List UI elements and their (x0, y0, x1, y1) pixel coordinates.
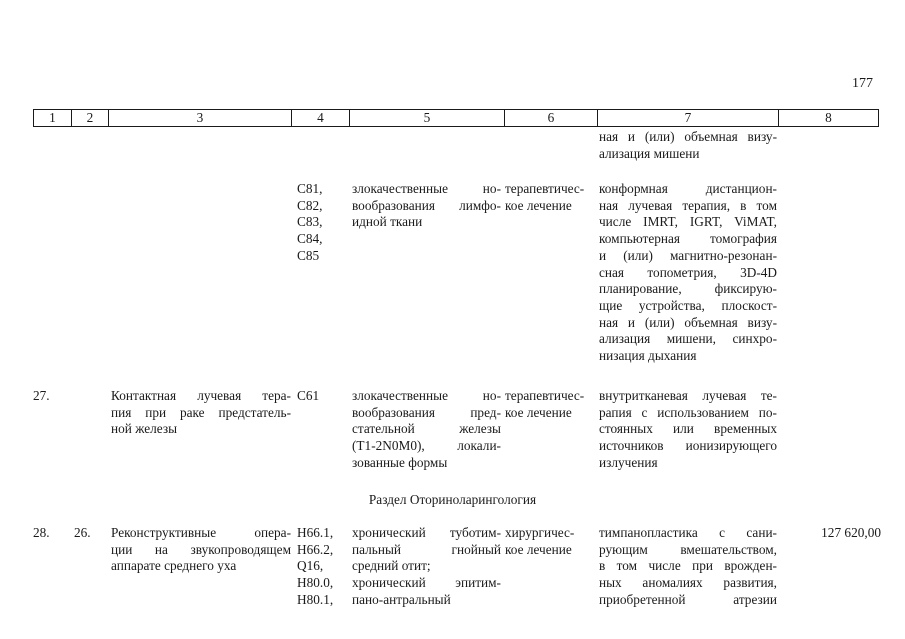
row-28-diagnosis (352, 525, 501, 609)
text-line: стоянных или временных (599, 421, 777, 437)
row-27-treatment-type (505, 388, 597, 421)
text-line: ная и (или) объемная визу- (599, 129, 777, 144)
text-line: тимпанопластика с сани- (599, 525, 777, 540)
text-line: ных аномалиях развития, (599, 575, 777, 591)
text-line: компьютерная томография (599, 231, 777, 247)
header-cell-3: 3 (109, 110, 292, 126)
text-line: стательной железы (352, 421, 501, 437)
icd-code: H66.1, (297, 525, 334, 540)
text-line: ная и (или) объемная визу- (599, 314, 777, 330)
text-line: кое лечение (505, 404, 572, 420)
text-line: вообразования пред- (352, 404, 501, 420)
row-28-procedure (111, 525, 291, 575)
header-cell-4: 4 (292, 110, 350, 126)
text-line: в том числе при врожден- (599, 558, 777, 574)
text-line: аппарате среднего уха (111, 558, 237, 574)
row-27-diagnosis (352, 388, 501, 472)
text-line: терапевтичес- (505, 181, 585, 196)
row-28-codes (297, 525, 347, 609)
text-line: ализация мишени (599, 145, 700, 161)
icd-code: Q16, (297, 558, 324, 574)
header-cell-7: 7 (598, 110, 779, 126)
text-line: Контактная лучевая тера- (111, 388, 291, 403)
text-line: ная лучевая терапия, в том (599, 197, 777, 213)
table-header-row (33, 109, 879, 127)
row-c81-codes (297, 181, 347, 265)
text-line: хронический туботим- (352, 525, 501, 540)
text-line: ализация мишени, синхро- (599, 331, 777, 347)
header-cell-1: 1 (34, 110, 72, 126)
text-line: и (или) магнитно-резонан- (599, 247, 777, 263)
header-cell-6: 6 (505, 110, 598, 126)
row-27-number: 27. (33, 388, 50, 403)
text-line: сная топометрия, 3D-4D (599, 264, 777, 280)
row-c81-treatment-method (599, 181, 777, 365)
row-27-treatment-method (599, 388, 777, 472)
text-line: (T1-2N0M0), локали- (352, 438, 501, 454)
text-line: приобретенной атрезии (599, 591, 777, 607)
text-line: конформная дистанцион- (599, 181, 777, 196)
text-line: ной железы (111, 421, 178, 437)
icd-code: C85 (297, 247, 320, 263)
text-line: источников ионизирующего (599, 438, 777, 454)
text-line: рапия с использованием по- (599, 404, 777, 420)
row-28-cost: 127 620,00 (821, 525, 881, 540)
text-line: ции на звукопроводящем (111, 541, 291, 557)
text-line: хронический эпитим- (352, 575, 501, 591)
text-line: терапевтичес- (505, 388, 585, 403)
icd-code: C83, (297, 214, 323, 230)
text-line: пальный гнойный (352, 541, 501, 557)
text-line: щие устройства, плоскост- (599, 297, 777, 313)
text-line: вообразования лимфо- (352, 197, 501, 213)
text-line: злокачественные но- (352, 181, 501, 196)
icd-code: C82, (297, 197, 323, 213)
page-number: 177 (852, 76, 873, 91)
text-line: идной ткани (352, 214, 423, 230)
text-line: пано-антральный (352, 591, 451, 607)
row-c81-diagnosis (352, 181, 501, 231)
text-line: кое лечение (505, 197, 572, 213)
row-28-group-number: 26. (74, 525, 91, 540)
icd-code: C81, (297, 181, 323, 196)
row-27-code: C61 (297, 388, 320, 403)
text-line: злокачественные но- (352, 388, 501, 403)
icd-code: H80.0, (297, 575, 334, 591)
text-line: кое лечение (505, 541, 572, 557)
text-line: числе IMRT, IGRT, ViMAT, (599, 214, 777, 230)
text-line: Реконструктивные опера- (111, 525, 291, 540)
text-line: средний отит; (352, 558, 431, 574)
row-28-number: 28. (33, 525, 50, 540)
header-cell-2: 2 (72, 110, 109, 126)
row-28-treatment-method (599, 525, 777, 609)
text-line: внутритканевая лучевая те- (599, 388, 777, 403)
icd-code: H66.2, (297, 541, 334, 557)
text-line: планирование, фиксирую- (599, 281, 777, 297)
text-line: зованные формы (352, 454, 448, 470)
continuation-treatment-text (599, 129, 777, 162)
header-cell-5: 5 (350, 110, 505, 126)
header-cell-8: 8 (825, 110, 832, 125)
text-line: излучения (599, 454, 658, 470)
text-line: пия при раке предстатель- (111, 404, 291, 420)
text-line: низация дыхания (599, 348, 697, 364)
row-c81-treatment-type (505, 181, 597, 214)
icd-code: H80.1, (297, 591, 334, 607)
text-line: рующим вмешательством, (599, 541, 777, 557)
icd-code: C84, (297, 231, 323, 247)
text-line: хирургичес- (505, 525, 575, 540)
row-28-treatment-type (505, 525, 597, 558)
section-title: Раздел Оториноларингология (368, 492, 537, 507)
row-27-procedure (111, 388, 291, 438)
